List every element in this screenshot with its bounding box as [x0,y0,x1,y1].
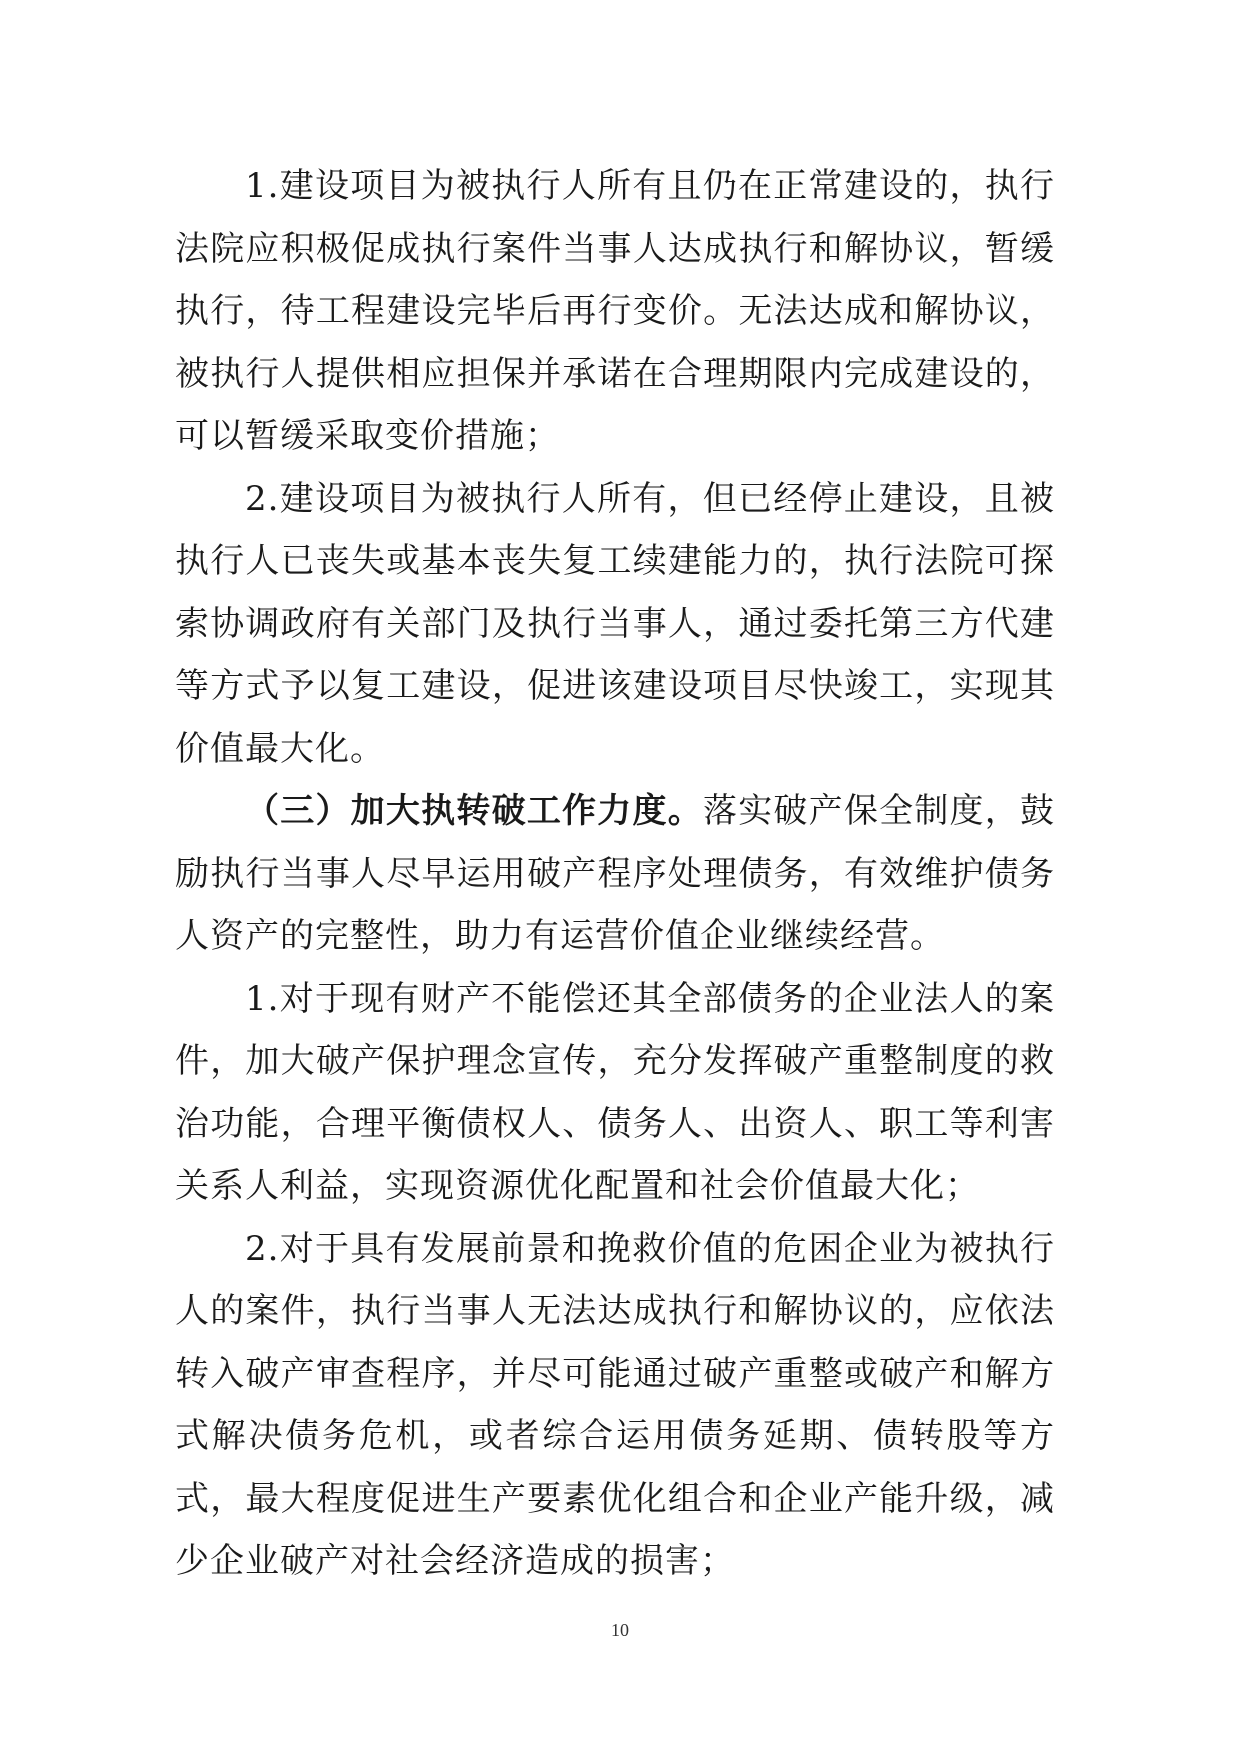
page-number: 10 [611,1620,629,1640]
section-three-heading: （三）加大执转破工作力度。 [245,791,703,831]
section-three-paragraph [175,780,1055,968]
document-body [175,155,1055,1593]
section-three-body: 落实破产保全制度，鼓励执行当事人尽早运用破产程序处理债务，有效维护债务人资产的完整性，助力有运营价值企业继续经营。 [175,791,1056,956]
paragraph-item-2: 2.建设项目为被执行人所有，但已经停止建设，且被执行人已丧失或基本丧失复工续建能力的，执行法院可探索协调政府有关部门及执行当事人，通过委托第三方代建等方式予以复工建设，促进该建设项目尽快竣工，实现其价值最大化。 [175,478,1055,769]
paragraph-item-1: 1.建设项目为被执行人所有且仍在正常建设的，执行法院应积极促成执行案件当事人达成执行和解协议，暂缓执行，待工程建设完毕后再行变价。无法达成和解协议，被执行人提供相应担保并承诺在合理期限内完成建设的，可以暂缓采取变价措施； [175,166,1055,456]
paragraph-item-3-1: 1.对于现有财产不能偿还其全部债务的企业法人的案件，加大破产保护理念宣传，充分发挥破产重整制度的救治功能，合理平衡债权人、债务人、出资人、职工等利害关系人利益，实现资源优化配置和社会价值最大化； [175,978,1055,1206]
paragraph-item-3-2: 2.对于具有发展前景和挽救价值的危困企业为被执行人的案件，执行当事人无法达成执行和解协议的，应依法转入破产审查程序，并尽可能通过破产重整或破产和解方式解决债务危机，或者综合运用债务延期、债转股等方式，最大程度促进生产要素优化组合和企业产能升级，减少企业破产对社会经济造成的损害； [175,1228,1055,1581]
